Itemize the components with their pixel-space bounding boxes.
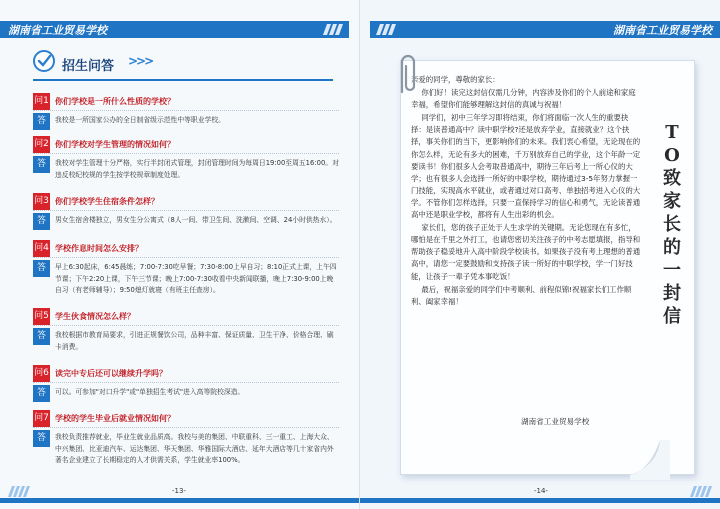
footer-bar xyxy=(0,498,359,503)
question-badge: 问7 xyxy=(33,410,50,427)
question-badge: 问1 xyxy=(33,93,50,110)
paperclip-icon xyxy=(394,52,420,96)
question-text: 你们学校对学生管理的情况如何？ xyxy=(55,140,175,149)
question-text: 你们学校学生住宿条件怎样？ xyxy=(55,197,159,206)
answer-badge: 答 xyxy=(33,385,50,402)
qa-item-6 xyxy=(33,365,339,399)
header-decoration xyxy=(378,24,394,35)
letter-signature: 湖南省工业贸易学校 xyxy=(521,417,590,426)
question-badge: 问2 xyxy=(33,136,50,153)
answer-badge: 答 xyxy=(33,156,50,173)
header-bar xyxy=(0,21,349,38)
answer-badge: 答 xyxy=(33,113,50,130)
answer-text: 我校是一所国家公办的全日制省级示范性中等职业学校。 xyxy=(55,116,225,124)
letter-paragraph: 家长们，您的孩子正处于人生求学的关键期。无论您现在有多忙，哪怕是在千里之外打工，也请您密切关注孩子的中考志愿填报，指导和帮助孩子稳妥地升入高中阶段学校读书。如果孩子没有考上理想的普通高中，请您一定要鼓励和支持孩子读一所好的中职学校，学一门好技能，让孩子一辈子凭本事吃饭！ xyxy=(411,223,641,281)
answer-badge: 答 xyxy=(33,430,50,447)
answer-text: 男女生宿舍楼独立，男女生分公寓式（8人一间、带卫生间、洗漱间、空调、24小时供热水）。 xyxy=(55,216,337,224)
qa-item-5 xyxy=(33,308,339,353)
question-badge: 问4 xyxy=(33,240,50,257)
answer-text: 我校负责推荐就业，毕业生就业品质高。我校与美的集团、中联重科、三一重工、上海大众、中兴集团、比亚迪汽车、运达集团、华天集团、华雅国际大酒店、延年大酒店等几十家省内外著名企业建立了长期稳定的人才供需关系，学生就业率100%。 xyxy=(55,433,334,464)
header-decoration xyxy=(325,24,341,35)
answer-text: 我校对学生管理十分严格，实行半封闭式管理，封闭管理时间为每周日19:00至周五16:00。对违反校纪校规的学生按学校规章制度处理。 xyxy=(55,159,339,179)
header-bar xyxy=(370,21,720,38)
answer-text: 我校根据市教育局要求，引进正规餐饮公司，品种丰富、保证质量、卫生干净、价格合理、刷卡消费。 xyxy=(55,331,334,351)
question-badge: 问6 xyxy=(33,365,50,382)
letter-paragraph: 同学们，初中三年学习即将结束，你们将面临一次人生的重要抉择：是读普通高中？读中职学校?还是放弃学业，直接就业？这个抉择，事关你们的当下，更影响你们的未来。我们衷心希望，无论现在的你怎么样，无论有多大的困难，千万别放弃自己的学业，这个年龄一定要读书！你们很多人会考取普通高中，期待三年后考上一所心仪的大学；也有很多人会选择一所好的中职学校，期待通过3-5年努力掌握一门技能，实现高水平就业，或者通过对口高考、单独招考进入心仪的大学。不管你们怎样选择，只要一直保持学习的信心和勇气，无论读普通高中还是职业学校，都将有人生出彩的机会。 xyxy=(411,113,641,220)
letter-paragraph: 最后，祝福亲爱的同学们中考顺利、前程似锦!祝福家长们工作顺利、阖家幸福！ xyxy=(411,284,632,306)
page-number: -13- xyxy=(172,487,186,495)
section-divider xyxy=(33,79,333,81)
page-curl-icon xyxy=(630,440,670,480)
section-arrows: >>> xyxy=(128,54,153,68)
checkmark-icon xyxy=(33,50,55,72)
letter-paragraph: 你们好！读完这封信仅需几分钟，内容涉及你们的个人前途和家庭幸福，希望你们能够理解这封信的真诚与祝福！ xyxy=(411,88,636,110)
question-badge: 问5 xyxy=(33,308,50,325)
question-text: 学校作息时间怎么安排？ xyxy=(55,244,143,253)
question-text: 读完中专后还可以继续升学吗？ xyxy=(55,369,167,378)
question-text: 你们学校是一所什么性质的学校？ xyxy=(55,97,175,106)
answer-badge: 答 xyxy=(33,213,50,230)
answer-badge: 答 xyxy=(33,260,50,277)
answer-text: 早上6:30起床，6:45晨练；7:00-7:30吃早餐；7:30-8:00上早自习；8:10正式上课，上午四节课；下午2:20上课，下午三节课；晚上7:00-7:30收看中央新闻联播，晚上7:30-9:00上晚自习（有老师辅导）；9:50熄灯就寝（有班主任查房）。 xyxy=(55,263,337,294)
question-text: 学校的学生毕业后就业情况如何？ xyxy=(55,414,175,423)
footer-decoration xyxy=(10,486,28,497)
qa-item-7 xyxy=(33,410,339,467)
footer-decoration xyxy=(692,486,710,497)
answer-text: 可以。可参加"对口升学"或"单独招生考试"进入高等院校深造。 xyxy=(55,388,245,396)
right-page xyxy=(360,0,720,509)
answer-badge: 答 xyxy=(33,328,50,345)
letter-vertical-title: TO致家长的一封信 xyxy=(663,122,681,327)
letter-card xyxy=(400,60,695,475)
qa-item-4 xyxy=(33,240,339,297)
footer-bar xyxy=(360,498,720,503)
letter-greeting: 亲爱的同学，尊敬的家长： xyxy=(411,75,500,84)
question-badge: 问3 xyxy=(33,193,50,210)
qa-item-2 xyxy=(33,136,339,181)
page-number: -14- xyxy=(534,487,548,495)
header-title: 湖南省工业贸易学校 xyxy=(8,24,107,37)
letter-body xyxy=(411,74,643,309)
qa-item-1 xyxy=(33,93,339,127)
section-title: 招生问答 xyxy=(62,59,115,74)
qa-item-3 xyxy=(33,193,339,227)
header-title: 湖南省工业贸易学校 xyxy=(613,24,712,37)
question-text: 学生伙食情况怎么样？ xyxy=(55,312,135,321)
